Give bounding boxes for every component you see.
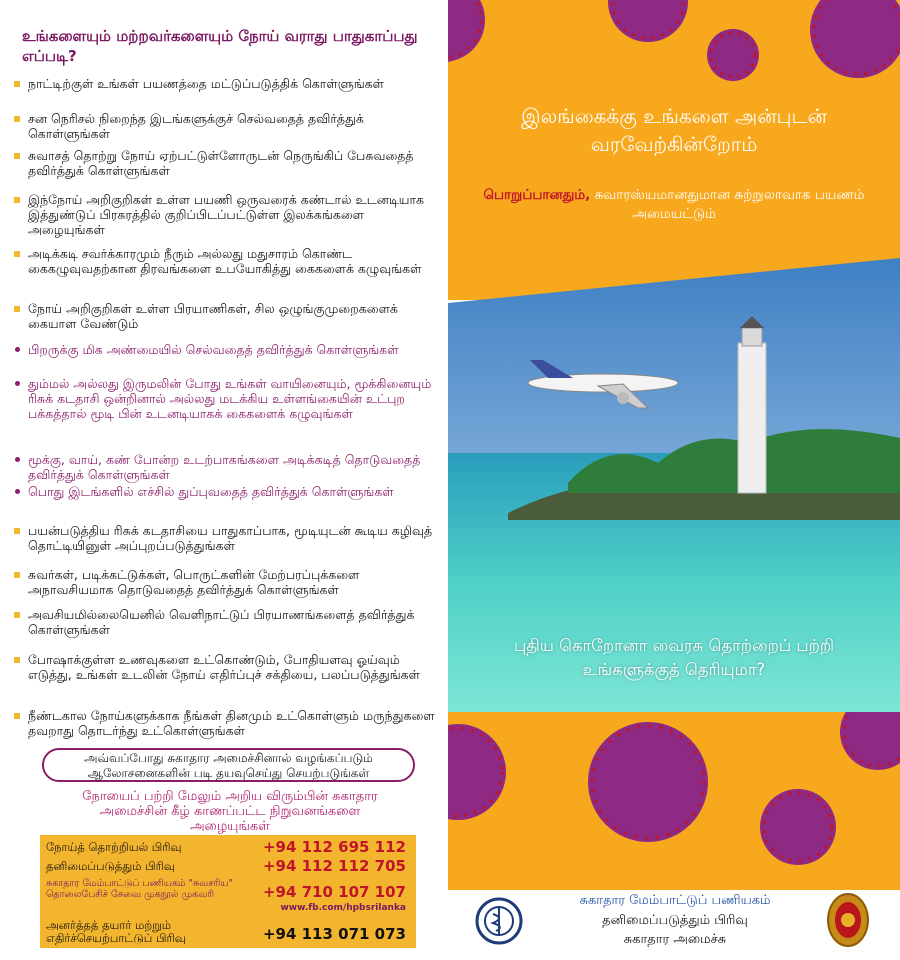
tip-item: சுவாசத் தொற்று நோய் ஏற்பட்டுள்ளோருடன் நெருங்கிப் பேசுவதைத் தவிர்த்துக் கொள்ளுங்கள் xyxy=(28,148,414,178)
welcome-panel xyxy=(448,0,900,960)
virus-icon xyxy=(448,0,485,62)
subtitle-rest: சுவாரஸ்யமானதுமான சுற்றுலாவாக பயணம் அமையட்டும் xyxy=(594,187,865,222)
bullet-square-icon xyxy=(14,251,20,257)
virus-icon xyxy=(760,789,836,865)
bullet-square-icon xyxy=(14,197,20,203)
virus-icon xyxy=(608,0,688,42)
contact-label: சுகாதார மேம்பாட்டுப் பணியகம் "சுவசரிய" தொலைபேசிச் சேவை முகநூல் முகவரி xyxy=(46,878,233,900)
footer-ministry-name: சுகாதார அமைச்சு xyxy=(623,932,727,947)
facebook-url[interactable]: www.fb.com/hpbsrilanka xyxy=(280,903,406,913)
welcome-subtitle xyxy=(478,186,870,224)
welcome-title: இலங்கைக்கு உங்களை அன்புடன் வரவேற்கின்றோம் xyxy=(521,104,827,156)
bullet-square-icon xyxy=(14,153,20,159)
bullet-square-icon xyxy=(14,657,20,663)
virus-decor-bottom xyxy=(448,712,900,890)
tip-item: இந்நோய் அறிகுறிகள் உள்ள பயணி ஒருவரைக் கண்டால் உடனடியாக இத்துண்டுப் பிரசுரத்தில் குறிப்பிடப்பட்டுள்ள இலக்கங்களை அழையுங்கள் xyxy=(28,192,425,237)
question-text: புதிய கொறோனா வைரசு தொற்றைப் பற்றி உங்களுக்குத் தெரியுமா? xyxy=(513,636,835,679)
virus-icon xyxy=(448,724,506,820)
tip-item: நோய் அறிகுறிகள் உள்ள பிரயாணிகள், சில ஒழுங்குமுறைகளைக் கையாள வேண்டும் xyxy=(28,301,398,331)
footer-unit-name: தனிமைப்படுத்தும் பிரிவு xyxy=(602,913,748,928)
bullet-square-icon xyxy=(14,612,20,618)
tip-item: சன நெரிசல் நிறைந்த இடங்களுக்குச் செல்வதைத் தவிர்த்துக் கொள்ளுங்கள் xyxy=(28,111,364,141)
contacts-panel xyxy=(40,835,416,948)
bullet-dot-icon xyxy=(15,489,20,494)
contact-number[interactable]: +94 112 112 705 xyxy=(262,857,406,875)
bullet-dot-icon xyxy=(15,381,20,386)
tip-item: போஷாக்குள்ள உணவுகளை உட்கொண்டும், போதியளவு ஓய்வும் எடுத்து, உங்கள் உடலின் நோய் எதிர்ப்புச் சக்தியை, பலப்படுத்துங்கள் xyxy=(28,652,420,682)
bullet-square-icon xyxy=(14,572,20,578)
tip-item: தும்மல் அல்லது இருமலின் போது உங்கள் வாயினையும், மூக்கினையும் ரிசுக் கடதாசி ஒன்றினால் அல்லது மடக்கிய உள்ளங்கையின் உட்புற பக்கத்தால் மூடி பின் உடனடியாகக் கைகளைக் கழுவுங்கள் xyxy=(28,376,432,421)
contact-label: நோய்த் தொற்றியல் பிரிவு xyxy=(46,840,182,854)
subtitle-accent: பொறுப்பானதும், xyxy=(483,187,591,203)
tip-item: பயன்படுத்திய ரிசுக் கடதாசியை பாதுகாப்பாக, மூடியுடன் கூடிய கழிவுத் தொட்டியினுள் அப்புறப்படுத்துங்கள் xyxy=(28,523,433,553)
tip-item: அவசியமில்லையெனில் வெளிநாட்டுப் பிரயாணங்களைத் தவிர்த்துக் கொள்ளுங்கள் xyxy=(28,607,415,637)
contact-label: அனர்த்தத் தயார் மற்றும் எதிர்ச்செயற்பாட்டுப் பிரிவு xyxy=(46,918,186,945)
tip-item: அடிக்கடி சவர்க்காரமும் நீரும் அல்லது மதுசாரம் கொண்ட கைகழுவுவதற்கான திரவங்களை உபயோகித்து கைகளைக் கழுவுங்கள் xyxy=(28,246,422,276)
health-bureau-logo-icon xyxy=(474,896,524,946)
footer-bureau-name: சுகாதார மேம்பாட்டுப் பணியகம் xyxy=(579,893,771,908)
virus-icon xyxy=(588,722,708,842)
tip-item: நாட்டிற்குள் உங்கள் பயணத்தை மட்டுப்படுத்திக் கொள்ளுங்கள் xyxy=(28,76,384,91)
contact-number[interactable]: +94 113 071 073 xyxy=(262,925,406,943)
bullet-square-icon xyxy=(14,306,20,312)
bullet-dot-icon xyxy=(15,347,20,352)
government-emblem-icon xyxy=(826,892,870,952)
advice-box: அவ்வப்போது சுகாதார அமைச்சினால் வழங்கப்படும் ஆலோசனைகளின் படி தயவுசெய்து செயற்படுங்கள் xyxy=(42,748,415,782)
contact-note: நோயைப் பற்றி மேலும் அறிய விரும்பின் சுகாதார அமைச்சின் கீழ் காணப்பட்ட நிறுவனங்களை அழையுங்கள் xyxy=(82,789,378,834)
tip-item: சுவர்கள், படிக்கட்டுக்கள், பொருட்களின் மேற்பரப்புக்களை அநாவசியமாக தொடுவதைத் தவிர்த்துக் கொள்ளுங்கள் xyxy=(28,567,360,597)
bullet-square-icon xyxy=(14,528,20,534)
safety-tips-column xyxy=(0,0,448,960)
tip-item: பொது இடங்களில் எச்சில் துப்புவதைத் தவிர்த்துக் கொள்ளுங்கள் xyxy=(28,484,394,499)
virus-icon xyxy=(810,0,900,78)
contact-number[interactable]: +94 112 695 112 xyxy=(262,838,406,856)
contact-label: தனிமைப்படுத்தும் பிரிவு xyxy=(46,859,175,873)
bullet-square-icon xyxy=(14,116,20,122)
bullet-square-icon xyxy=(14,713,20,719)
tip-item: பிறருக்கு மிக அண்மையில் செல்வதைத் தவிர்த்துக் கொள்ளுங்கள் xyxy=(28,342,399,357)
bullet-square-icon xyxy=(14,81,20,87)
contact-number[interactable]: +94 710 107 107 xyxy=(262,883,406,901)
virus-icon xyxy=(707,29,759,81)
virus-icon xyxy=(840,712,900,770)
tip-item: நீண்டகால நோய்களுக்காக நீங்கள் தினமும் உட்கொள்ளும் மருந்துகளை தவறாது தொடர்ந்து உட்கொள்ளுங்கள் xyxy=(28,708,435,738)
bullet-dot-icon xyxy=(15,457,20,462)
tip-item: மூக்கு, வாய், கண் போன்ற உடற்பாகங்களை அடிக்கடித் தொடுவதைத் தவிர்த்துக் கொள்ளுங்கள் xyxy=(28,452,421,482)
tips-heading: உங்களையும் மற்றவர்களையும் நோய் வராது பாதுகாப்பது எப்படி? xyxy=(22,27,418,65)
